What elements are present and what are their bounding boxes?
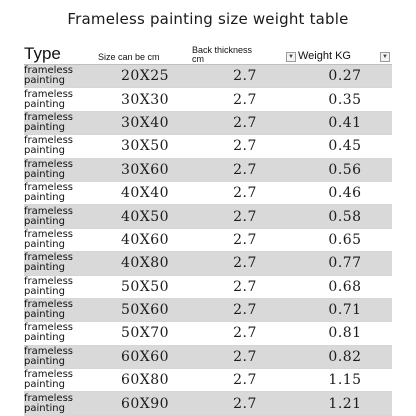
- cell-weight: 0.82: [298, 345, 392, 368]
- cell-size: 40X60: [98, 228, 192, 251]
- cell-type-line2: painting: [24, 168, 65, 180]
- table-row: [24, 228, 392, 251]
- header-weight: [298, 40, 392, 65]
- cell-type: [24, 181, 98, 204]
- cell-back-thickness: 2.7: [192, 369, 298, 392]
- cell-size: 60X80: [98, 369, 192, 392]
- cell-type-line1: frameless: [24, 205, 74, 217]
- cell-type-line2: painting: [24, 402, 65, 414]
- cell-back-thickness: 2.7: [192, 111, 298, 134]
- cell-weight: 0.45: [298, 135, 392, 158]
- cell-weight: 0.81: [298, 322, 392, 345]
- cell-type-line1: frameless: [24, 135, 74, 147]
- cell-size: 50X70: [98, 322, 192, 345]
- cell-back-thickness: 2.7: [192, 298, 298, 321]
- header-back-thickness: [192, 40, 298, 65]
- table-row: [24, 345, 392, 368]
- cell-type-line1: frameless: [24, 158, 74, 170]
- cell-type-line2: painting: [24, 215, 65, 227]
- cell-type-line2: painting: [24, 238, 65, 250]
- cell-weight: 0.68: [298, 275, 392, 298]
- cell-size: 40X80: [98, 252, 192, 275]
- cell-size: 30X50: [98, 135, 192, 158]
- cell-size: 30X40: [98, 111, 192, 134]
- cell-back-thickness: 2.7: [192, 65, 298, 88]
- cell-type-line1: frameless: [24, 392, 74, 404]
- header-type: Type: [24, 40, 98, 65]
- table-row: [24, 205, 392, 228]
- cell-type-line1: frameless: [24, 275, 74, 287]
- cell-back-thickness: 2.7: [192, 275, 298, 298]
- cell-type-line1: frameless: [24, 345, 74, 357]
- cell-size: 40X50: [98, 205, 192, 228]
- cell-type-line1: frameless: [24, 182, 74, 194]
- cell-weight: 1.21: [298, 392, 392, 415]
- cell-type-line2: painting: [24, 98, 65, 110]
- cell-size: 40X40: [98, 181, 192, 204]
- cell-type-line2: painting: [24, 332, 65, 344]
- cell-back-thickness: 2.7: [192, 228, 298, 251]
- cell-type: [24, 275, 98, 298]
- cell-size: 60X90: [98, 392, 192, 415]
- cell-type: [24, 65, 98, 88]
- cell-size: 50X60: [98, 298, 192, 321]
- cell-type-line2: painting: [24, 145, 65, 157]
- table-row: [24, 88, 392, 111]
- cell-back-thickness: 2.7: [192, 205, 298, 228]
- cell-weight: 0.41: [298, 111, 392, 134]
- cell-type-line1: frameless: [24, 65, 74, 77]
- header-size: Size can be cm: [98, 40, 192, 65]
- cell-type-line1: frameless: [24, 322, 74, 334]
- cell-weight: 0.65: [298, 228, 392, 251]
- cell-type-line1: frameless: [24, 369, 74, 381]
- chevron-down-icon: ▼: [288, 54, 294, 60]
- cell-type-line2: painting: [24, 285, 65, 297]
- cell-back-thickness: 2.7: [192, 181, 298, 204]
- size-weight-table: [24, 40, 392, 416]
- table-row: [24, 369, 392, 392]
- cell-type-line1: frameless: [24, 88, 74, 100]
- table-row: [24, 392, 392, 415]
- cell-size: 50X50: [98, 275, 192, 298]
- table-row: [24, 298, 392, 321]
- cell-size: 30X30: [98, 88, 192, 111]
- cell-type: [24, 298, 98, 321]
- table-row: [24, 322, 392, 345]
- cell-type: [24, 252, 98, 275]
- header-back-line1: Back thickness: [192, 45, 253, 55]
- cell-type-line2: painting: [24, 75, 65, 87]
- cell-type-line2: painting: [24, 121, 65, 133]
- cell-type: [24, 228, 98, 251]
- cell-back-thickness: 2.7: [192, 392, 298, 415]
- table-row: [24, 275, 392, 298]
- cell-type: [24, 322, 98, 345]
- cell-type: [24, 345, 98, 368]
- table-header-row: [24, 40, 392, 65]
- table-body: [24, 65, 392, 416]
- cell-weight: 0.58: [298, 205, 392, 228]
- cell-type: [24, 392, 98, 415]
- header-back-line2: cm: [192, 54, 204, 64]
- cell-weight: 0.71: [298, 298, 392, 321]
- cell-back-thickness: 2.7: [192, 135, 298, 158]
- cell-type: [24, 205, 98, 228]
- cell-type-line2: painting: [24, 379, 65, 391]
- filter-dropdown-weight[interactable]: [380, 52, 390, 62]
- chevron-down-icon: ▼: [382, 54, 388, 60]
- cell-type: [24, 111, 98, 134]
- cell-back-thickness: 2.7: [192, 88, 298, 111]
- cell-back-thickness: 2.7: [192, 345, 298, 368]
- table-row: [24, 65, 392, 88]
- table-row: [24, 252, 392, 275]
- table-row: [24, 181, 392, 204]
- table-row: [24, 135, 392, 158]
- cell-type-line1: frameless: [24, 299, 74, 311]
- cell-weight: 1.15: [298, 369, 392, 392]
- cell-weight: 0.56: [298, 158, 392, 181]
- cell-back-thickness: 2.7: [192, 252, 298, 275]
- filter-dropdown-back[interactable]: [286, 52, 296, 62]
- header-weight-label: Weight KG: [298, 50, 351, 62]
- cell-type-line2: painting: [24, 355, 65, 367]
- cell-type: [24, 135, 98, 158]
- cell-type-line2: painting: [24, 192, 65, 204]
- cell-type-line1: frameless: [24, 111, 74, 123]
- cell-back-thickness: 2.7: [192, 158, 298, 181]
- page-title: Frameless painting size weight table: [67, 10, 349, 28]
- cell-size: 30X60: [98, 158, 192, 181]
- cell-type-line1: frameless: [24, 252, 74, 264]
- table-row: [24, 111, 392, 134]
- table-row: [24, 158, 392, 181]
- cell-weight: 0.46: [298, 181, 392, 204]
- cell-size: 20X25: [98, 65, 192, 88]
- cell-back-thickness: 2.7: [192, 322, 298, 345]
- cell-type-line1: frameless: [24, 228, 74, 240]
- cell-type: [24, 369, 98, 392]
- cell-type: [24, 88, 98, 111]
- cell-weight: 0.77: [298, 252, 392, 275]
- cell-size: 60X60: [98, 345, 192, 368]
- cell-type-line2: painting: [24, 309, 65, 321]
- cell-weight: 0.27: [298, 65, 392, 88]
- cell-weight: 0.35: [298, 88, 392, 111]
- cell-type: [24, 158, 98, 181]
- cell-type-line2: painting: [24, 262, 65, 274]
